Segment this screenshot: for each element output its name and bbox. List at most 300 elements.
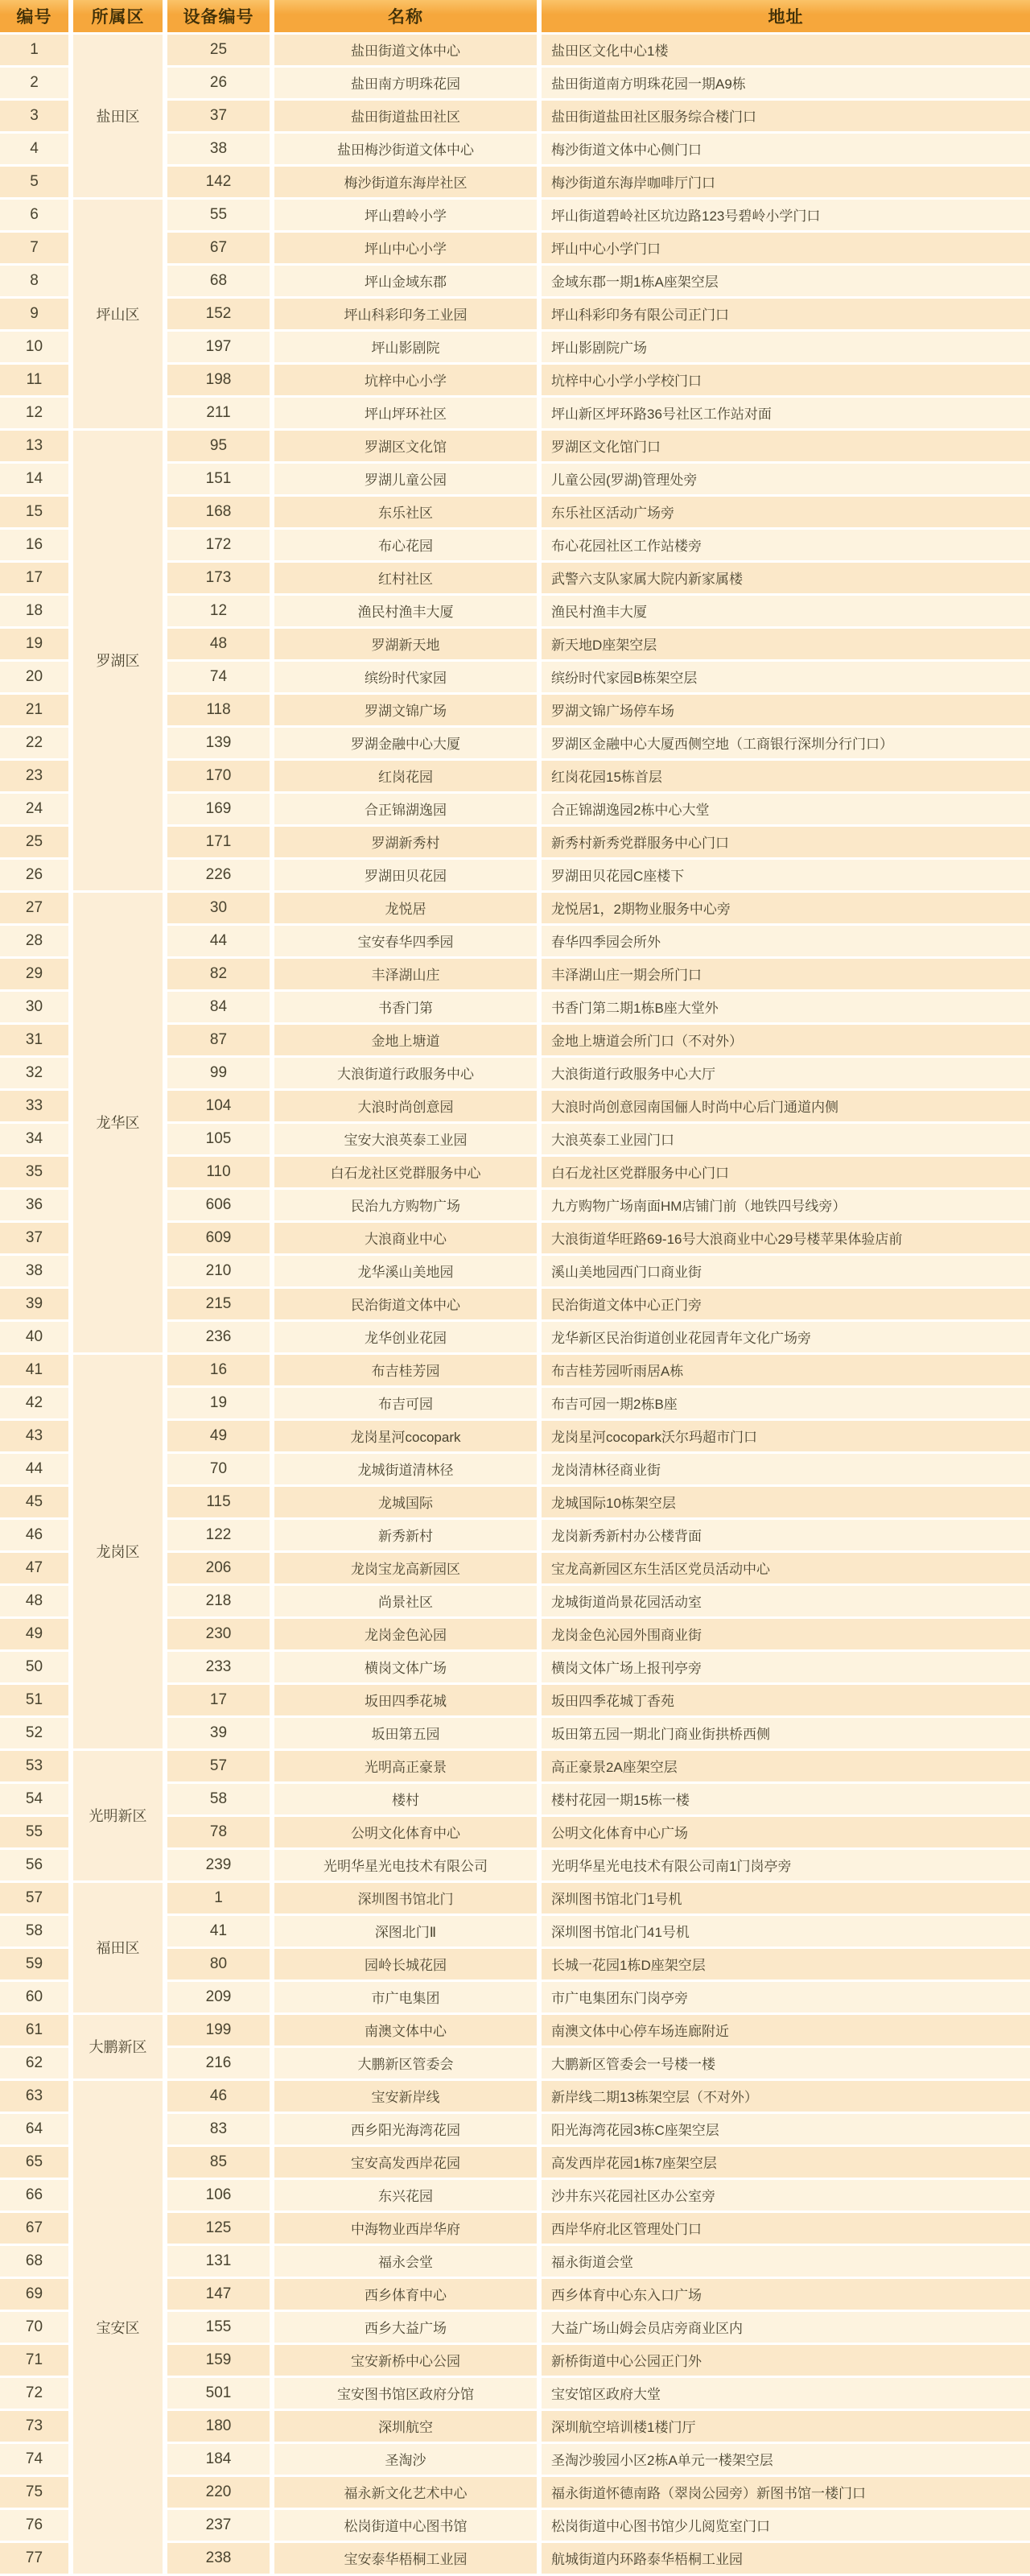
address-cell: 楼村花园一期15栋一楼: [539, 1782, 1030, 1815]
name-cell: 合正锦湖逸园: [272, 792, 539, 825]
row-number-cell: 26: [0, 858, 71, 891]
device-number-cell: 209: [165, 1980, 272, 2013]
row-number-cell: 4: [0, 132, 71, 165]
device-number-cell: 26: [165, 66, 272, 99]
row-number-cell: 8: [0, 264, 71, 297]
name-cell: 罗湖田贝花园: [272, 858, 539, 891]
row-number-cell: 66: [0, 2178, 71, 2211]
row-number-cell: 1: [0, 33, 71, 66]
address-cell: 坂田四季花城丁香苑: [539, 1683, 1030, 1716]
address-cell: 光明华星光电技术有限公司南1门岗亭旁: [539, 1848, 1030, 1881]
column-header-name: 名称: [272, 0, 539, 33]
device-number-cell: 12: [165, 594, 272, 627]
name-cell: 宝安泰华梧桐工业园: [272, 2541, 539, 2574]
row-number-cell: 32: [0, 1056, 71, 1089]
name-cell: 坪山影剧院: [272, 330, 539, 363]
address-cell: 航城街道内环路泰华梧桐工业园: [539, 2541, 1030, 2574]
address-cell: 龙岗星河cocopark沃尔玛超市门口: [539, 1419, 1030, 1452]
device-number-cell: 184: [165, 2442, 272, 2475]
name-cell: 宝安大浪英泰工业园: [272, 1122, 539, 1155]
address-cell: 长城一花园1栋D座架空层: [539, 1947, 1030, 1980]
table-row: [0, 1881, 1030, 1914]
name-cell: 深圳图书馆北门: [272, 1881, 539, 1914]
address-cell: 新秀村新秀党群服务中心门口: [539, 825, 1030, 858]
name-cell: 福永新文化艺术中心: [272, 2475, 539, 2508]
address-cell: 布吉可园一期2栋B座: [539, 1386, 1030, 1419]
device-number-cell: 197: [165, 330, 272, 363]
name-cell: 书香门第: [272, 990, 539, 1023]
row-number-cell: 61: [0, 2013, 71, 2046]
row-number-cell: 76: [0, 2508, 71, 2541]
device-number-cell: 152: [165, 297, 272, 330]
row-number-cell: 7: [0, 231, 71, 264]
address-cell: 布心花园社区工作站楼旁: [539, 528, 1030, 561]
device-number-cell: 216: [165, 2046, 272, 2079]
name-cell: 大浪时尚创意园: [272, 1089, 539, 1122]
device-number-cell: 106: [165, 2178, 272, 2211]
device-number-cell: 74: [165, 660, 272, 693]
name-cell: 坪山科彩印务工业园: [272, 297, 539, 330]
address-cell: 丰泽湖山庄一期会所门口: [539, 957, 1030, 990]
name-cell: 宝安高发西岸花园: [272, 2145, 539, 2178]
row-number-cell: 35: [0, 1155, 71, 1188]
row-number-cell: 25: [0, 825, 71, 858]
address-cell: 新岸线二期13栋架空层（不对外）: [539, 2079, 1030, 2112]
name-cell: 南澳文体中心: [272, 2013, 539, 2046]
row-number-cell: 3: [0, 99, 71, 132]
district-cell: 龙华区: [71, 891, 165, 1353]
address-cell: 深圳航空培训楼1楼门厅: [539, 2409, 1030, 2442]
device-number-cell: 173: [165, 561, 272, 594]
address-cell: 盐田区文化中心1楼: [539, 33, 1030, 66]
row-number-cell: 16: [0, 528, 71, 561]
row-number-cell: 18: [0, 594, 71, 627]
address-cell: 龙悦居1，2期物业服务中心旁: [539, 891, 1030, 924]
device-number-cell: 236: [165, 1320, 272, 1353]
device-number-cell: 39: [165, 1716, 272, 1749]
row-number-cell: 77: [0, 2541, 71, 2574]
address-cell: 龙华新区民治街道创业花园青年文化广场旁: [539, 1320, 1030, 1353]
address-cell: 龙岗新秀新村办公楼背面: [539, 1518, 1030, 1551]
table-row: [0, 2013, 1030, 2046]
device-number-cell: 58: [165, 1782, 272, 1815]
name-cell: 布心花园: [272, 528, 539, 561]
device-number-cell: 180: [165, 2409, 272, 2442]
row-number-cell: 11: [0, 363, 71, 396]
name-cell: 西乡大益广场: [272, 2310, 539, 2343]
name-cell: 福永会堂: [272, 2244, 539, 2277]
row-number-cell: 69: [0, 2277, 71, 2310]
device-number-cell: 237: [165, 2508, 272, 2541]
row-number-cell: 12: [0, 396, 71, 429]
device-number-cell: 239: [165, 1848, 272, 1881]
row-number-cell: 48: [0, 1584, 71, 1617]
row-number-cell: 40: [0, 1320, 71, 1353]
name-cell: 大浪街道行政服务中心: [272, 1056, 539, 1089]
name-cell: 民治街道文体中心: [272, 1287, 539, 1320]
row-number-cell: 36: [0, 1188, 71, 1221]
device-number-cell: 48: [165, 627, 272, 660]
device-number-cell: 1: [165, 1881, 272, 1914]
district-cell: 光明新区: [71, 1749, 165, 1881]
row-number-cell: 49: [0, 1617, 71, 1650]
name-cell: 西乡阳光海湾花园: [272, 2112, 539, 2145]
name-cell: 尚景社区: [272, 1584, 539, 1617]
address-cell: 大浪街道行政服务中心大厅: [539, 1056, 1030, 1089]
name-cell: 缤纷时代家园: [272, 660, 539, 693]
address-cell: 西乡体育中心东入口广场: [539, 2277, 1030, 2310]
device-number-cell: 105: [165, 1122, 272, 1155]
address-cell: 龙城街道尚景花园活动室: [539, 1584, 1030, 1617]
device-number-cell: 41: [165, 1914, 272, 1947]
address-cell: 沙井东兴花园社区办公室旁: [539, 2178, 1030, 2211]
name-cell: 东乐社区: [272, 495, 539, 528]
address-cell: 新桥街道中心公园正门外: [539, 2343, 1030, 2376]
row-number-cell: 45: [0, 1485, 71, 1518]
address-cell: 公明文化体育中心广场: [539, 1815, 1030, 1848]
column-header-device: 设备编号: [165, 0, 272, 33]
device-number-cell: 19: [165, 1386, 272, 1419]
row-number-cell: 2: [0, 66, 71, 99]
device-number-cell: 170: [165, 759, 272, 792]
row-number-cell: 68: [0, 2244, 71, 2277]
name-cell: 罗湖新天地: [272, 627, 539, 660]
address-cell: 西岸华府北区管理处门口: [539, 2211, 1030, 2244]
row-number-cell: 23: [0, 759, 71, 792]
address-cell: 渔民村渔丰大厦: [539, 594, 1030, 627]
name-cell: 盐田梅沙街道文体中心: [272, 132, 539, 165]
name-cell: 西乡体育中心: [272, 2277, 539, 2310]
device-number-cell: 118: [165, 693, 272, 726]
row-number-cell: 20: [0, 660, 71, 693]
device-number-cell: 82: [165, 957, 272, 990]
device-number-cell: 168: [165, 495, 272, 528]
address-cell: 金地上塘道会所门口（不对外）: [539, 1023, 1030, 1056]
name-cell: 盐田街道文体中心: [272, 33, 539, 66]
name-cell: 坪山碧岭小学: [272, 198, 539, 231]
device-number-cell: 55: [165, 198, 272, 231]
address-cell: 宝龙高新园区东生活区党员活动中心: [539, 1551, 1030, 1584]
name-cell: 园岭长城花园: [272, 1947, 539, 1980]
name-cell: 光明华星光电技术有限公司: [272, 1848, 539, 1881]
device-number-cell: 78: [165, 1815, 272, 1848]
name-cell: 公明文化体育中心: [272, 1815, 539, 1848]
row-number-cell: 24: [0, 792, 71, 825]
name-cell: 市广电集团: [272, 1980, 539, 2013]
name-cell: 罗湖文锦广场: [272, 693, 539, 726]
device-number-cell: 25: [165, 33, 272, 66]
row-number-cell: 65: [0, 2145, 71, 2178]
row-number-cell: 56: [0, 1848, 71, 1881]
device-number-cell: 206: [165, 1551, 272, 1584]
table-row: [0, 429, 1030, 462]
device-number-cell: 38: [165, 132, 272, 165]
address-cell: 坪山新区坪环路36号社区工作站对面: [539, 396, 1030, 429]
address-cell: 深圳图书馆北门41号机: [539, 1914, 1030, 1947]
address-cell: 圣淘沙骏园小区2栋A单元一楼架空层: [539, 2442, 1030, 2475]
row-number-cell: 54: [0, 1782, 71, 1815]
device-number-cell: 159: [165, 2343, 272, 2376]
row-number-cell: 43: [0, 1419, 71, 1452]
row-number-cell: 71: [0, 2343, 71, 2376]
table-row: [0, 2079, 1030, 2112]
device-number-cell: 83: [165, 2112, 272, 2145]
name-cell: 坪山坪环社区: [272, 396, 539, 429]
row-number-cell: 6: [0, 198, 71, 231]
device-number-cell: 220: [165, 2475, 272, 2508]
row-number-cell: 67: [0, 2211, 71, 2244]
device-number-cell: 68: [165, 264, 272, 297]
device-number-cell: 125: [165, 2211, 272, 2244]
row-number-cell: 52: [0, 1716, 71, 1749]
row-number-cell: 47: [0, 1551, 71, 1584]
district-cell: 坪山区: [71, 198, 165, 429]
device-number-cell: 80: [165, 1947, 272, 1980]
device-number-cell: 199: [165, 2013, 272, 2046]
address-cell: 高发西岸花园1栋7座架空层: [539, 2145, 1030, 2178]
row-number-cell: 42: [0, 1386, 71, 1419]
device-number-cell: 226: [165, 858, 272, 891]
device-number-cell: 155: [165, 2310, 272, 2343]
row-number-cell: 70: [0, 2310, 71, 2343]
name-cell: 坪山金域东郡: [272, 264, 539, 297]
name-cell: 中海物业西岸华府: [272, 2211, 539, 2244]
name-cell: 东兴花园: [272, 2178, 539, 2211]
device-number-cell: 131: [165, 2244, 272, 2277]
name-cell: 楼村: [272, 1782, 539, 1815]
address-cell: 民治街道文体中心正门旁: [539, 1287, 1030, 1320]
table-row: [0, 1749, 1030, 1782]
name-cell: 宝安新桥中心公园: [272, 2343, 539, 2376]
device-number-cell: 501: [165, 2376, 272, 2409]
device-number-cell: 122: [165, 1518, 272, 1551]
device-number-cell: 218: [165, 1584, 272, 1617]
row-number-cell: 10: [0, 330, 71, 363]
row-number-cell: 57: [0, 1881, 71, 1914]
device-number-cell: 95: [165, 429, 272, 462]
row-number-cell: 60: [0, 1980, 71, 2013]
row-number-cell: 75: [0, 2475, 71, 2508]
row-number-cell: 73: [0, 2409, 71, 2442]
device-number-cell: 30: [165, 891, 272, 924]
address-cell: 合正锦湖逸园2栋中心大堂: [539, 792, 1030, 825]
device-number-cell: 115: [165, 1485, 272, 1518]
row-number-cell: 55: [0, 1815, 71, 1848]
name-cell: 布吉桂芳园: [272, 1353, 539, 1386]
row-number-cell: 9: [0, 297, 71, 330]
device-number-cell: 104: [165, 1089, 272, 1122]
table-body: [0, 33, 1030, 2574]
name-cell: 深圳航空: [272, 2409, 539, 2442]
row-number-cell: 22: [0, 726, 71, 759]
row-number-cell: 21: [0, 693, 71, 726]
address-cell: 布吉桂芳园听雨居A栋: [539, 1353, 1030, 1386]
table-row: [0, 1353, 1030, 1386]
device-number-cell: 233: [165, 1650, 272, 1683]
device-number-cell: 46: [165, 2079, 272, 2112]
device-number-cell: 44: [165, 924, 272, 957]
name-cell: 罗湖金融中心大厦: [272, 726, 539, 759]
address-cell: 东乐社区活动广场旁: [539, 495, 1030, 528]
row-number-cell: 34: [0, 1122, 71, 1155]
address-cell: 罗湖文锦广场停车场: [539, 693, 1030, 726]
row-number-cell: 29: [0, 957, 71, 990]
row-number-cell: 13: [0, 429, 71, 462]
name-cell: 坪山中心小学: [272, 231, 539, 264]
name-cell: 宝安图书馆区政府分馆: [272, 2376, 539, 2409]
address-cell: 梅沙街道东海岸咖啡厅门口: [539, 165, 1030, 198]
row-number-cell: 50: [0, 1650, 71, 1683]
address-cell: 新天地D座架空层: [539, 627, 1030, 660]
table-row: [0, 198, 1030, 231]
device-number-cell: 609: [165, 1221, 272, 1254]
name-cell: 龙华创业花园: [272, 1320, 539, 1353]
address-cell: 南澳文体中心停车场连廊附近: [539, 2013, 1030, 2046]
name-cell: 宝安新岸线: [272, 2079, 539, 2112]
device-number-cell: 172: [165, 528, 272, 561]
address-cell: 大鹏新区管委会一号楼一楼: [539, 2046, 1030, 2079]
address-cell: 缤纷时代家园B栋架空层: [539, 660, 1030, 693]
address-cell: 坑梓中心小学小学校门口: [539, 363, 1030, 396]
row-number-cell: 31: [0, 1023, 71, 1056]
name-cell: 松岗街道中心图书馆: [272, 2508, 539, 2541]
device-number-cell: 230: [165, 1617, 272, 1650]
name-cell: 龙岗星河cocopark: [272, 1419, 539, 1452]
address-cell: 大益广场山姆会员店旁商业区内: [539, 2310, 1030, 2343]
row-number-cell: 58: [0, 1914, 71, 1947]
name-cell: 深图北门Ⅱ: [272, 1914, 539, 1947]
row-number-cell: 72: [0, 2376, 71, 2409]
district-cell: 大鹏新区: [71, 2013, 165, 2079]
row-number-cell: 51: [0, 1683, 71, 1716]
name-cell: 丰泽湖山庄: [272, 957, 539, 990]
address-cell: 坪山科彩印务有限公司正门口: [539, 297, 1030, 330]
name-cell: 罗湖儿童公园: [272, 462, 539, 495]
row-number-cell: 59: [0, 1947, 71, 1980]
device-number-cell: 142: [165, 165, 272, 198]
name-cell: 红岗花园: [272, 759, 539, 792]
header-row: [0, 0, 1030, 33]
address-cell: 盐田街道盐田社区服务综合楼门口: [539, 99, 1030, 132]
table-row: [0, 33, 1030, 66]
device-number-cell: 215: [165, 1287, 272, 1320]
row-number-cell: 53: [0, 1749, 71, 1782]
row-number-cell: 37: [0, 1221, 71, 1254]
row-number-cell: 19: [0, 627, 71, 660]
name-cell: 龙华溪山美地园: [272, 1254, 539, 1287]
row-number-cell: 5: [0, 165, 71, 198]
address-cell: 罗湖田贝花园C座楼下: [539, 858, 1030, 891]
row-number-cell: 28: [0, 924, 71, 957]
row-number-cell: 39: [0, 1287, 71, 1320]
address-cell: 红岗花园15栋首层: [539, 759, 1030, 792]
name-cell: 罗湖新秀村: [272, 825, 539, 858]
name-cell: 大鹏新区管委会: [272, 2046, 539, 2079]
name-cell: 龙城国际: [272, 1485, 539, 1518]
device-number-cell: 57: [165, 1749, 272, 1782]
address-cell: 儿童公园(罗湖)管理处旁: [539, 462, 1030, 495]
device-number-cell: 169: [165, 792, 272, 825]
name-cell: 大浪商业中心: [272, 1221, 539, 1254]
row-number-cell: 63: [0, 2079, 71, 2112]
name-cell: 坑梓中心小学: [272, 363, 539, 396]
address-cell: 坪山影剧院广场: [539, 330, 1030, 363]
device-number-cell: 171: [165, 825, 272, 858]
device-number-cell: 37: [165, 99, 272, 132]
address-cell: 金域东郡一期1栋A座架空层: [539, 264, 1030, 297]
device-number-cell: 17: [165, 1683, 272, 1716]
address-cell: 龙岗清林径商业街: [539, 1452, 1030, 1485]
address-cell: 溪山美地园西门口商业街: [539, 1254, 1030, 1287]
name-cell: 渔民村渔丰大厦: [272, 594, 539, 627]
address-cell: 坪山街道碧岭社区坑边路123号碧岭小学门口: [539, 198, 1030, 231]
device-number-cell: 67: [165, 231, 272, 264]
column-header-address: 地址: [539, 0, 1030, 33]
name-cell: 坂田四季花城: [272, 1683, 539, 1716]
address-cell: 罗湖区金融中心大厦西侧空地（工商银行深圳分行门口）: [539, 726, 1030, 759]
device-number-cell: 139: [165, 726, 272, 759]
device-number-cell: 151: [165, 462, 272, 495]
name-cell: 光明高正豪景: [272, 1749, 539, 1782]
name-cell: 龙岗宝龙高新园区: [272, 1551, 539, 1584]
row-number-cell: 41: [0, 1353, 71, 1386]
column-header-no: 编号: [0, 0, 71, 33]
address-cell: 书香门第二期1栋B座大堂外: [539, 990, 1030, 1023]
address-cell: 坂田第五园一期北门商业街拱桥西侧: [539, 1716, 1030, 1749]
address-cell: 龙城国际10栋架空层: [539, 1485, 1030, 1518]
name-cell: 圣淘沙: [272, 2442, 539, 2475]
district-cell: 盐田区: [71, 33, 165, 198]
name-cell: 坂田第五园: [272, 1716, 539, 1749]
name-cell: 盐田南方明珠花园: [272, 66, 539, 99]
row-number-cell: 62: [0, 2046, 71, 2079]
district-cell: 福田区: [71, 1881, 165, 2013]
district-cell: 罗湖区: [71, 429, 165, 891]
name-cell: 宝安春华四季园: [272, 924, 539, 957]
row-number-cell: 30: [0, 990, 71, 1023]
row-number-cell: 17: [0, 561, 71, 594]
address-cell: 梅沙街道文体中心侧门口: [539, 132, 1030, 165]
address-cell: 罗湖区文化馆门口: [539, 429, 1030, 462]
address-cell: 横岗文体广场上报刊亭旁: [539, 1650, 1030, 1683]
name-cell: 罗湖区文化馆: [272, 429, 539, 462]
name-cell: 横岗文体广场: [272, 1650, 539, 1683]
address-cell: 宝安馆区政府大堂: [539, 2376, 1030, 2409]
district-cell: 宝安区: [71, 2079, 165, 2574]
address-cell: 龙岗金色沁园外围商业街: [539, 1617, 1030, 1650]
name-cell: 龙岗金色沁园: [272, 1617, 539, 1650]
address-cell: 福永街道怀德南路（翠岗公园旁）新图书馆一楼门口: [539, 2475, 1030, 2508]
device-number-cell: 198: [165, 363, 272, 396]
device-number-cell: 110: [165, 1155, 272, 1188]
address-cell: 九方购物广场南面HM店铺门前（地铁四号线旁）: [539, 1188, 1030, 1221]
address-cell: 大浪街道华旺路69-16号大浪商业中心29号楼苹果体验店前: [539, 1221, 1030, 1254]
name-cell: 龙悦居: [272, 891, 539, 924]
name-cell: 盐田街道盐田社区: [272, 99, 539, 132]
device-number-cell: 99: [165, 1056, 272, 1089]
name-cell: 新秀新村: [272, 1518, 539, 1551]
device-number-cell: 210: [165, 1254, 272, 1287]
address-cell: 大浪时尚创意园南国俪人时尚中心后门通道内侧: [539, 1089, 1030, 1122]
column-header-district: 所属区: [71, 0, 165, 33]
address-cell: 市广电集团东门岗亭旁: [539, 1980, 1030, 2013]
device-number-cell: 87: [165, 1023, 272, 1056]
device-number-cell: 70: [165, 1452, 272, 1485]
device-number-cell: 238: [165, 2541, 272, 2574]
row-number-cell: 74: [0, 2442, 71, 2475]
row-number-cell: 33: [0, 1089, 71, 1122]
device-number-cell: 606: [165, 1188, 272, 1221]
